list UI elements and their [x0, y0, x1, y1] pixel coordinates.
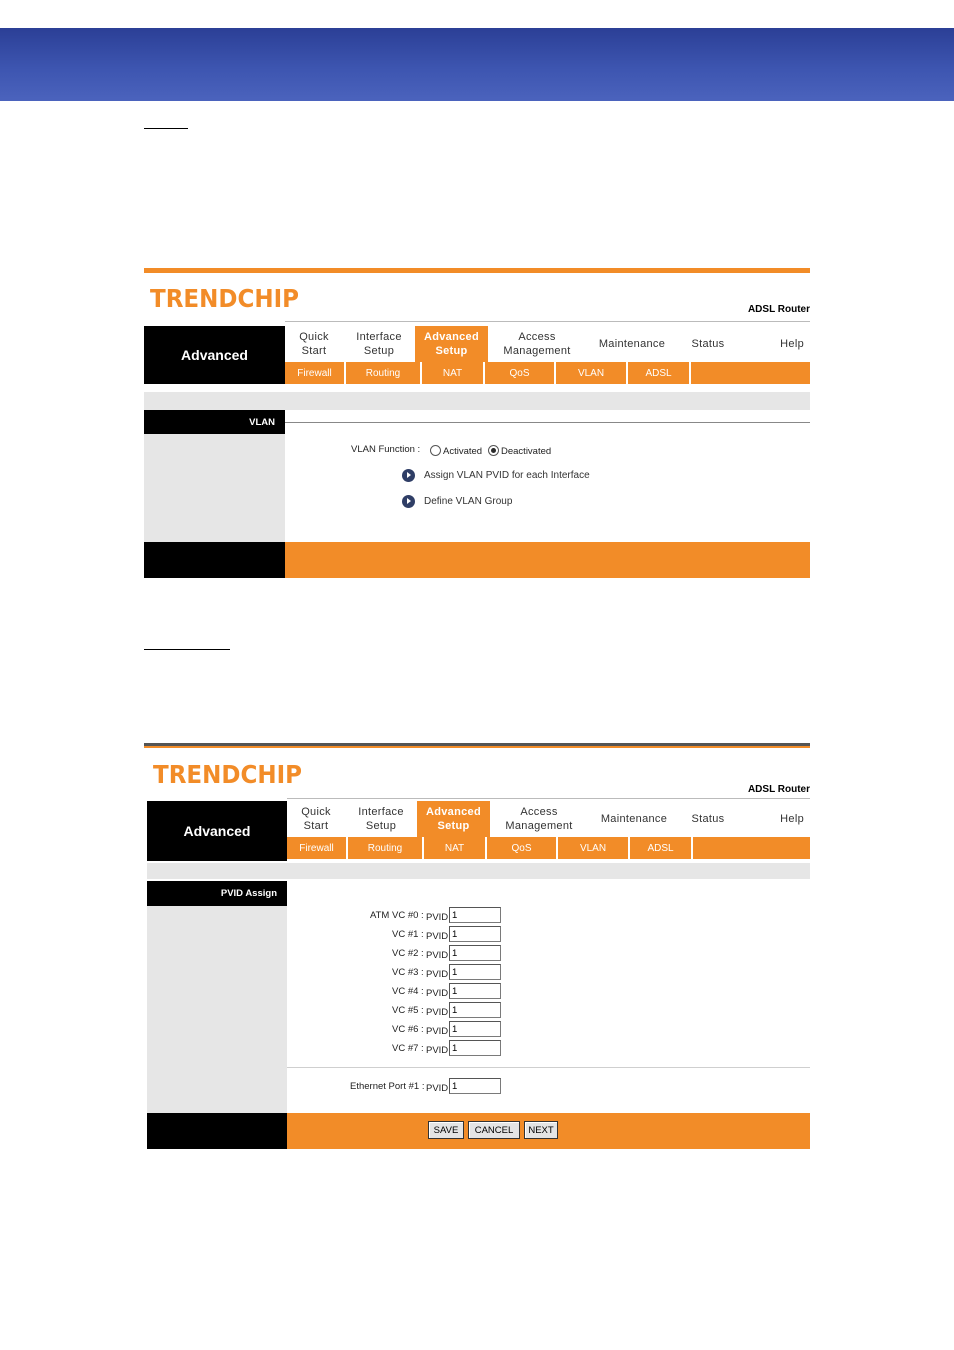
pvid-input-vc-6[interactable] [449, 1021, 501, 1037]
gray-spacer-bar [144, 392, 810, 410]
submenu-adsl[interactable]: ADSL [630, 837, 693, 859]
left-panel [147, 906, 287, 1113]
submenu-qos[interactable]: QoS [487, 837, 558, 859]
top-accent-line [144, 268, 810, 273]
menu-help[interactable]: Help [780, 813, 804, 825]
pvid-label: PVID [426, 969, 449, 980]
router-screenshot-pvid [144, 743, 810, 1150]
radio-activated[interactable] [430, 445, 441, 456]
menu-status[interactable]: Status [691, 813, 725, 825]
product-name: ADSL Router [747, 304, 810, 315]
footer-bar [285, 542, 810, 578]
radio-activated-label: Activated [443, 446, 483, 457]
menu-access-management[interactable]: Access Management [503, 331, 571, 357]
submenu-routing[interactable]: Routing [348, 837, 424, 859]
pvid-row-label: VC #1 : [392, 929, 424, 940]
main-menu [285, 326, 810, 362]
pvid-row-label: VC #6 : [392, 1024, 424, 1035]
pvid-label: PVID [426, 1045, 449, 1056]
pvid-row-label: VC #7 : [392, 1043, 424, 1054]
menu-quick-start[interactable]: Quick Start [301, 806, 331, 832]
main-menu [287, 801, 810, 837]
next-button[interactable]: NEXT [524, 1121, 558, 1139]
left-panel [144, 434, 285, 542]
pvid-input-vc-4[interactable] [449, 983, 501, 999]
menu-maintenance[interactable]: Maintenance [600, 813, 668, 825]
pvid-label: PVID [426, 1007, 449, 1018]
pvid-row-label: VC #5 : [392, 1005, 424, 1016]
footer-left [144, 542, 285, 578]
menu-maintenance[interactable]: Maintenance [598, 338, 666, 350]
submenu-vlan[interactable]: VLAN [556, 362, 628, 384]
menu-help[interactable]: Help [780, 338, 804, 350]
link-define-vlan-group[interactable]: Define VLAN Group [424, 496, 513, 507]
trendchip-logo: TRENDCHIP [150, 284, 299, 313]
pvid-label: PVID [426, 931, 449, 942]
pvid-label: PVID [426, 1083, 449, 1094]
submenu-vlan[interactable]: VLAN [558, 837, 630, 859]
section-label-vlan: VLAN [144, 410, 285, 434]
menu-quick-start[interactable]: Quick Start [299, 331, 329, 357]
save-button[interactable]: SAVE [428, 1121, 464, 1139]
pvid-input-atm-vc-0[interactable] [449, 907, 501, 923]
pvid-label: PVID [426, 1026, 449, 1037]
menu-interface-setup[interactable]: Interface Setup [356, 331, 402, 357]
section-divider [287, 1067, 810, 1068]
pvid-row-label: VC #4 : [392, 986, 424, 997]
arrow-bullet-icon [402, 469, 415, 482]
sidebar-title: Advanced [144, 326, 285, 384]
submenu-nat[interactable]: NAT [424, 837, 487, 859]
heading-underline-1 [144, 128, 188, 129]
gray-spacer-bar [147, 863, 810, 879]
menu-interface-setup[interactable]: Interface Setup [358, 806, 404, 832]
menu-advanced-setup[interactable]: Advanced Setup [417, 801, 490, 837]
pvid-input-vc-3[interactable] [449, 964, 501, 980]
pvid-input-vc-1[interactable] [449, 926, 501, 942]
header-rule [285, 321, 810, 322]
pvid-input-vc-5[interactable] [449, 1002, 501, 1018]
menu-status[interactable]: Status [691, 338, 725, 350]
sidebar-title: Advanced [147, 801, 287, 861]
submenu-firewall[interactable]: Firewall [285, 362, 346, 384]
cancel-button[interactable]: CANCEL [468, 1121, 520, 1139]
pvid-input-vc-7[interactable] [449, 1040, 501, 1056]
submenu-firewall[interactable]: Firewall [287, 837, 348, 859]
submenu-bar [285, 362, 810, 384]
router-screenshot-vlan [144, 268, 810, 578]
submenu-qos[interactable]: QoS [485, 362, 556, 384]
pvid-label: PVID [426, 950, 449, 961]
submenu-adsl[interactable]: ADSL [628, 362, 691, 384]
pvid-row-label: VC #2 : [392, 948, 424, 959]
pvid-row-label: ATM VC #0 : [370, 910, 424, 921]
pvid-label: PVID [426, 912, 449, 923]
footer-left [147, 1113, 287, 1149]
top-accent-line-orange [144, 746, 810, 748]
pvid-input-vc-2[interactable] [449, 945, 501, 961]
menu-access-management[interactable]: Access Management [505, 806, 573, 832]
pvid-label: PVID [426, 988, 449, 999]
section-label-pvid-assign: PVID Assign [147, 881, 287, 906]
page-header-banner [0, 28, 954, 101]
arrow-bullet-icon [402, 495, 415, 508]
submenu-routing[interactable]: Routing [346, 362, 422, 384]
submenu-bar [287, 837, 810, 859]
product-name: ADSL Router [747, 784, 810, 795]
trendchip-logo: TRENDCHIP [153, 760, 302, 789]
menu-advanced-setup[interactable]: Advanced Setup [415, 326, 488, 362]
pvid-row-label: VC #3 : [392, 967, 424, 978]
header-rule [287, 798, 810, 799]
radio-deactivated[interactable] [488, 445, 499, 456]
submenu-nat[interactable]: NAT [422, 362, 485, 384]
radio-deactivated-label: Deactivated [501, 446, 552, 457]
ethernet-port-label: Ethernet Port #1 : [350, 1081, 425, 1092]
heading-underline-2 [144, 649, 230, 650]
vlan-function-label: VLAN Function : [351, 444, 421, 455]
section-rule [285, 422, 810, 423]
link-assign-vlan-pvid[interactable]: Assign VLAN PVID for each Interface [424, 470, 590, 481]
pvid-input-ethernet-1[interactable] [449, 1078, 501, 1094]
